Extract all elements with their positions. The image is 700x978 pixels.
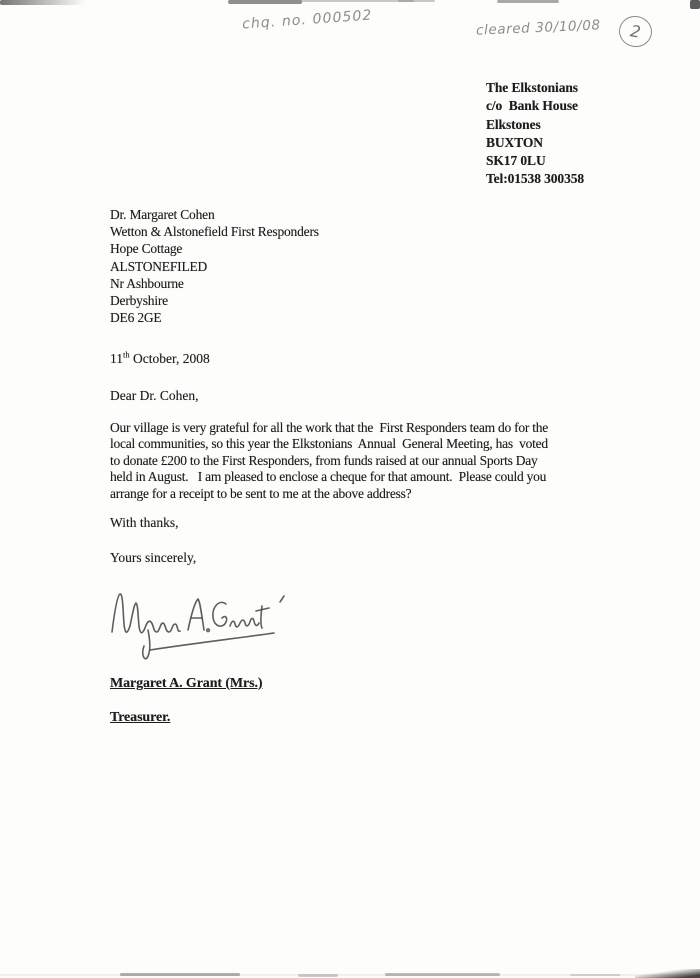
scan-artifact-top-left [0, 0, 86, 5]
body-line: arrange for a receipt to be sent to me at the above address? [110, 485, 412, 501]
scan-artifact-bottom-1 [120, 973, 240, 976]
recipient-line: Dr. Margaret Cohen [110, 207, 215, 222]
recipient-line: DE6 2GE [110, 310, 162, 326]
signatory-title: Treasurer. [110, 710, 171, 725]
page-number: 2 [628, 21, 643, 42]
date-ordinal: th [123, 349, 130, 360]
body-line: to donate £200 to the First Responders, from funds raised at our annual Sports Day [110, 452, 538, 468]
signature-strokes [104, 582, 304, 660]
sender-line: Elkstones [486, 116, 541, 132]
recipient-line: Derbyshire [110, 293, 168, 309]
body-line: Our village is very grateful for all the work that the First Responders team do for the [110, 420, 549, 435]
recipient-line: Hope Cottage [110, 241, 183, 257]
letter-body [110, 420, 548, 502]
date-day: 11 [110, 351, 123, 366]
closing-thanks: With thanks, [110, 515, 179, 530]
handwritten-signature [104, 582, 304, 660]
circled-page-number [617, 13, 655, 49]
body-line: local communities, so this year the Elkstonians Annual General Meeting, has voted [110, 436, 548, 452]
body-line: held in August. I am pleased to enclose a cheque for that amount. Please could you [110, 469, 547, 485]
cheque-number-annotation: chq. no. 000502 [241, 7, 374, 33]
scan-artifact-top-1 [228, 0, 302, 4]
sender-line: The Elkstonians [486, 80, 578, 95]
scan-artifact-bottom-2 [298, 974, 338, 977]
scan-artifact-bottom-right-corner [635, 969, 700, 978]
sender-line: BUXTON [486, 134, 543, 150]
cleared-date-annotation: cleared 30/10/08 [475, 17, 601, 39]
letter-date [110, 351, 210, 367]
sender-line: c/o Bank House [486, 98, 578, 114]
salutation: Dear Dr. Cohen, [110, 388, 199, 403]
recipient-address-block [110, 206, 319, 326]
scan-artifact-top-3 [398, 0, 414, 2]
signatory-name: Margaret A. Grant (Mrs.) [110, 676, 263, 691]
scan-artifact-top-4 [497, 0, 559, 3]
recipient-line: Wetton & Alstonefield First Responders [110, 224, 319, 240]
recipient-line: ALSTONEFILED [110, 258, 208, 274]
date-rest: October, 2008 [129, 351, 210, 366]
sender-address-block [486, 79, 584, 189]
sender-line: SK17 0LU [486, 153, 546, 169]
scan-artifact-top-right [690, 0, 700, 9]
scan-artifact-top-2 [300, 0, 435, 2]
scan-artifact-bottom-4 [570, 974, 620, 976]
recipient-line: Nr Ashbourne [110, 275, 184, 291]
closing-signoff: Yours sincerely, [110, 550, 197, 565]
sender-phone: Tel:01538 300358 [486, 171, 585, 187]
scan-artifact-bottom-3 [385, 973, 500, 976]
